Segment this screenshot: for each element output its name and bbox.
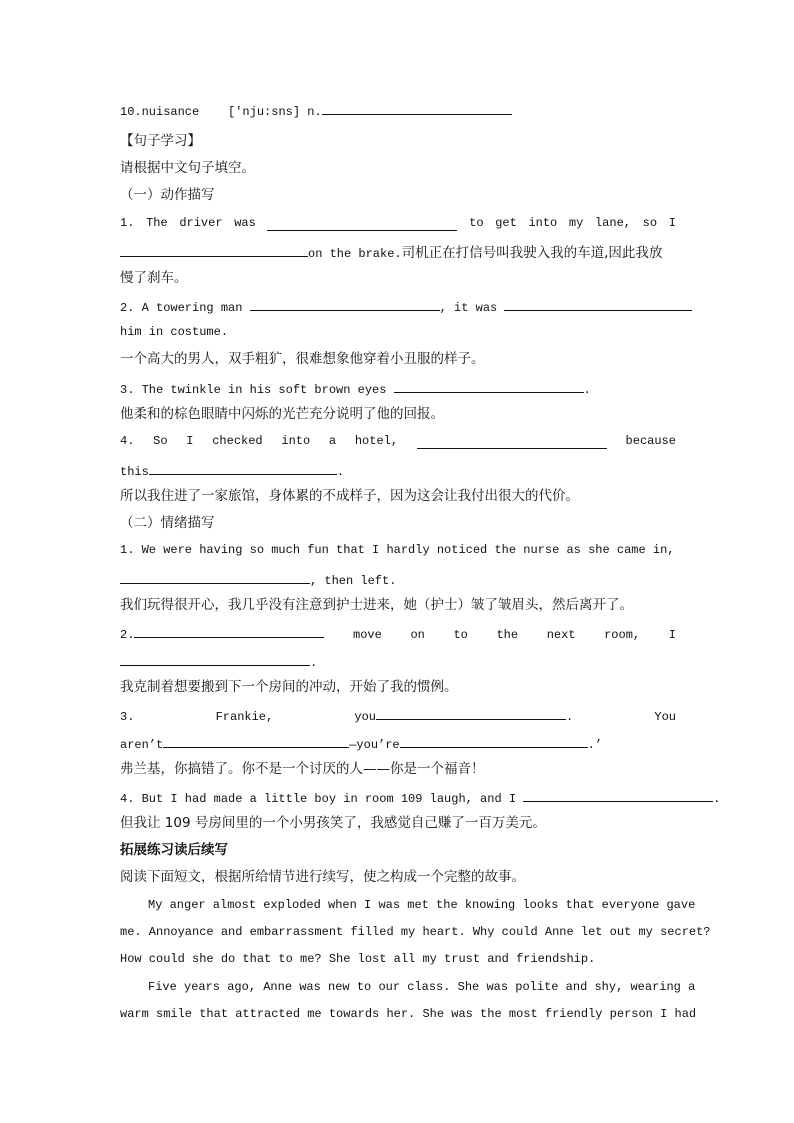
action-sentence-2-translation: 一个高大的男人，双手粗犷，很难想象他穿着小丑服的样子。 [120, 351, 485, 367]
emotion-sentence-3-line1: 3. Frankie, you . You [120, 706, 676, 725]
answer-blank[interactable] [504, 297, 692, 311]
emotion-sentence-1-line2: , then left. [120, 570, 396, 589]
emotion-sentence-2-line2: . [120, 652, 317, 671]
passage-p1-line2: me. Annoyance and embarrassment filled my heart. Why could Anne let out my secret? [120, 925, 711, 939]
emotion-sentence-4: 4. But I had made a little boy in room 109 laugh, and I . [120, 788, 720, 807]
answer-blank[interactable] [250, 297, 440, 311]
section-instruction: 请根据中文句子填空。 [120, 160, 255, 176]
answer-blank[interactable] [134, 624, 324, 638]
answer-blank[interactable] [394, 379, 584, 393]
answer-blank[interactable] [523, 788, 713, 802]
passage-p1-line3: How could she do that to me? She lost all my trust and friendship. [120, 952, 596, 966]
action-sentence-3: 3. The twinkle in his soft brown eyes . [120, 379, 591, 398]
answer-blank[interactable] [120, 243, 308, 257]
answer-blank[interactable] [376, 706, 566, 720]
answer-blank[interactable] [163, 734, 349, 748]
answer-blank[interactable] [120, 570, 310, 584]
action-sentence-1-translation-cont: 慢了刹车。 [120, 270, 188, 286]
answer-blank[interactable] [120, 652, 310, 666]
action-sentence-1-line1: 1. The driver was to get into my lane, so I [120, 216, 676, 230]
subsection-title-emotion: （二）情绪描写 [120, 515, 215, 531]
action-sentence-2-line2: him in costume. [120, 325, 229, 339]
emotion-sentence-1-line1: 1. We were having so much fun that I hardly noticed the nurse as she came in, [120, 543, 675, 557]
vocab-phonetic: ['nju:sns] [228, 105, 301, 119]
passage-p1-line1: My anger almost exploded when I was met the knowing looks that everyone gave [148, 898, 696, 912]
emotion-sentence-2-line1: 2. move on to the next room, I [120, 624, 676, 643]
passage-p2-line2: warm smile that attracted me towards her. She was the most friendly person I had [120, 1007, 697, 1021]
section-heading-extension: 拓展练习读后续写 [120, 842, 228, 858]
answer-blank[interactable] [417, 435, 607, 449]
emotion-sentence-3-line2: aren’t —you’re .’ [120, 734, 602, 753]
emotion-sentence-1-translation: 我们玩得很开心，我几乎没有注意到护士进来，她（护士）皱了皱眉头，然后离开了。 [120, 597, 633, 613]
action-sentence-4-line2: this . [120, 461, 344, 480]
section-heading-sentence: 【句子学习】 [120, 133, 201, 149]
action-sentence-3-translation: 他柔和的棕色眼睛中闪烁的光芒充分说明了他的回报。 [120, 406, 444, 422]
emotion-sentence-4-translation: 但我让 109 号房间里的一个小男孩笑了，我感觉自己赚了一百万美元。 [120, 815, 546, 831]
answer-blank[interactable] [267, 217, 457, 231]
passage-p2-line1: Five years ago, Anne was new to our class. She was polite and shy, wearing a [148, 980, 696, 994]
action-sentence-2-line1: 2. A towering man , it was [120, 297, 692, 316]
action-sentence-4-translation: 所以我住进了一家旅馆，身体累的不成样子，因为这会让我付出很大的代价。 [120, 488, 579, 504]
action-sentence-1-translation: 司机正在打信号叫我驶入我的车道,因此我放 [401, 245, 663, 261]
emotion-sentence-3-translation: 弗兰基，你搞错了。你不是一个讨厌的人——你是一个福音！ [120, 761, 485, 777]
answer-blank[interactable] [149, 461, 337, 475]
answer-blank[interactable] [400, 734, 588, 748]
vocab-word: 10.nuisance [120, 105, 200, 119]
answer-blank[interactable] [322, 101, 512, 115]
vocab-pos: n. [307, 105, 322, 119]
extension-instruction: 阅读下面短文，根据所给情节进行续写，使之构成一个完整的故事。 [120, 869, 525, 885]
vocab-item-10 [120, 101, 512, 120]
subsection-title-action: （一）动作描写 [120, 187, 215, 203]
action-sentence-1-line2: on the brake.司机正在打信号叫我驶入我的车道,因此我放 [120, 243, 662, 262]
action-sentence-4-line1: 4. So I checked into a hotel, because [120, 434, 676, 448]
emotion-sentence-2-translation: 我克制着想要搬到下一个房间的冲动，开始了我的惯例。 [120, 679, 458, 695]
